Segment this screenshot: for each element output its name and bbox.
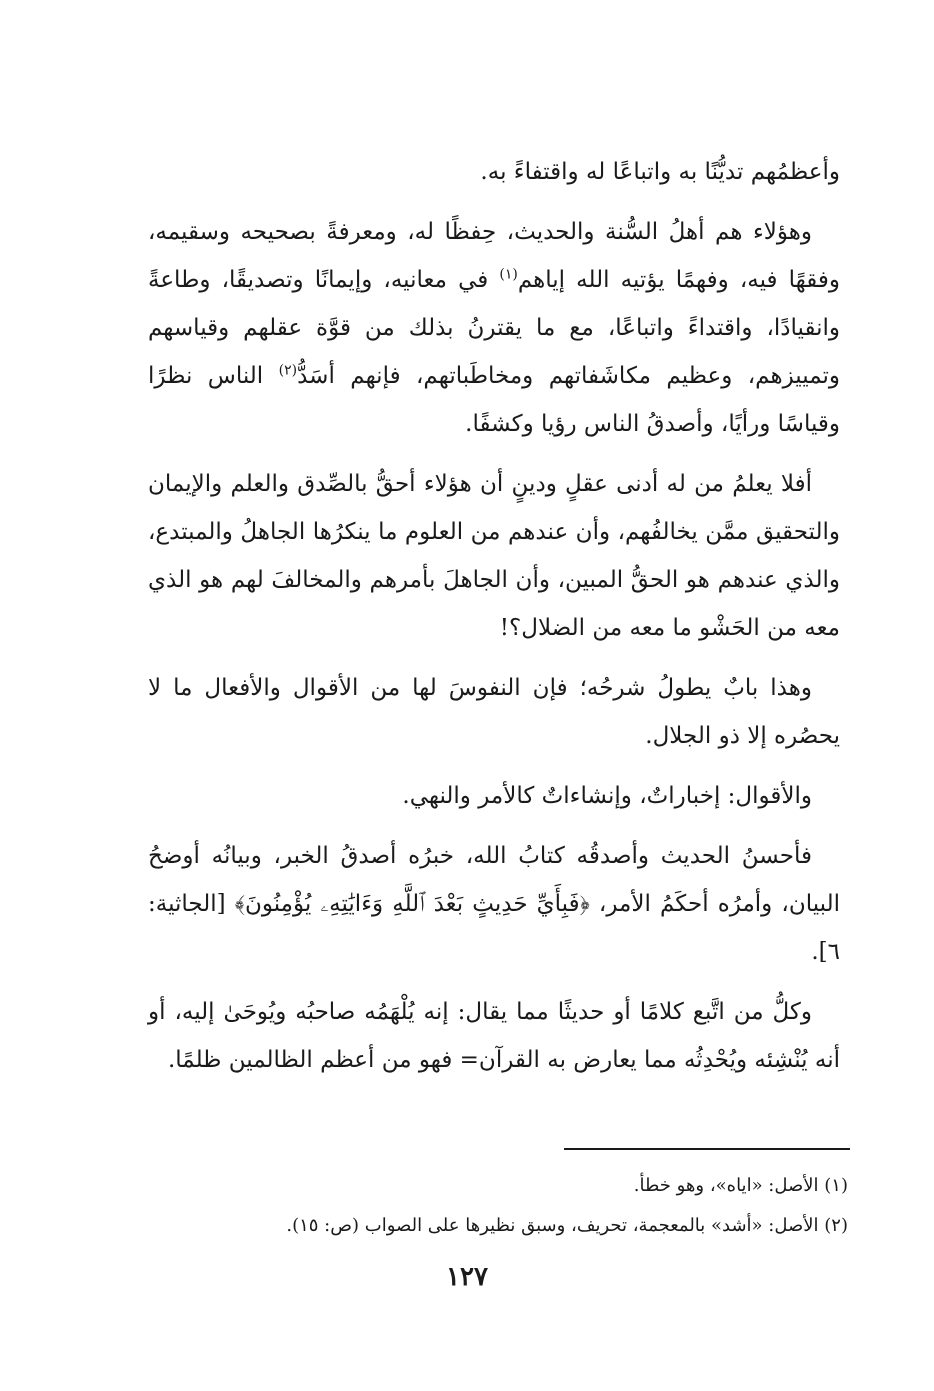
- main-text: [148, 148, 840, 1096]
- footnote-ref-1[interactable]: (١): [499, 266, 518, 283]
- footnote-divider: [564, 1148, 850, 1150]
- footnote-2: (٢) الأصل: «أشد» بالمعجمة، تحريف، وسبق نظيرها على الصواب (ص: ١٥).: [286, 1215, 848, 1236]
- paragraph-7: وكلُّ من اتَّبع كلامًا أو حديثًا مما يقال: إنه يُلْهَمُه صاحبُه ويُوحَىٰ إليه، أو أنه يُنْشِئه ويُحْدِثُه مما يعارض به القرآن= فهو من أعظم الظالمين ظلمًا.: [148, 999, 840, 1073]
- paragraph-2-part-3: الناس نظرًا وقياسًا ورأيًا، وأصدقُ الناس رؤيا وكشفًا.: [148, 363, 840, 437]
- paragraph-1: وأعظمُهم تديُّنًا به واتباعًا له واقتفاءً به.: [480, 159, 840, 185]
- paragraph-5: والأقوال: إخباراتٌ، وإنشاءاتٌ كالأمر والنهي.: [402, 783, 812, 809]
- paragraph-2-part-1: وهؤلاء هم أهلُ السُّنة والحديث، حِفظًا له، ومعرفةً بصحيحه وسقيمه، وفقهًا فيه، وفهمًا يؤتيه الله إياهم: [148, 219, 840, 293]
- paragraph-3: أفلا يعلمُ من له أدنى عقلٍ ودينٍ أن هؤلاء أحقُّ بالصِّدق والعلم والإيمان والتحقيق ممَّن يخالفُهم، وأن عندهم من العلوم ما ينكرُها الجاهلُ والمبتدع، والذي عندهم هو الحقُّ المبين، وأن الجاهلَ بأمرهم والمخالفَ لهم هو الذي معه من الحَشْو ما معه من الضلال؟!: [148, 471, 840, 641]
- paragraph-2-part-2: في معانيه، وإيمانًا وتصديقًا، وطاعةً وانقيادًا، واقتداءً واتباعًا، مع ما يقترنُ بذلك من قوَّة عقلهم وقياسهم وتمييزهم، وعظيم مكاشَفاتهم ومخاطَباتهم، فإنهم أسَدُّ: [148, 267, 840, 389]
- footnote-ref-2[interactable]: (٢): [278, 362, 298, 379]
- paragraph-2: [148, 208, 840, 448]
- footnote-1: (١) الأصل: «اياه»، وهو خطأ.: [633, 1175, 848, 1196]
- paragraph-6: فأحسنُ الحديث وأصدقُه كتابُ الله، خبرُه أصدقُ الخبر، وبيانُه أوضحُ البيان، وأمرُه أحكَمُ الأمر، ﴿فَبِأَيِّ حَدِيثٍ بَعْدَ ٱللَّهِ وَءَايَٰتِهِۦ يُؤْمِنُونَ﴾ [الجاثية: ٦].: [148, 843, 840, 965]
- footnotes: [148, 1166, 848, 1246]
- paragraph-4: وهذا بابٌ يطولُ شرحُه؛ فإن النفوسَ لها من الأقوال والأفعال ما لا يحصُره إلا ذو الجلال.: [148, 675, 840, 749]
- page-number: ١٢٧: [446, 1262, 488, 1292]
